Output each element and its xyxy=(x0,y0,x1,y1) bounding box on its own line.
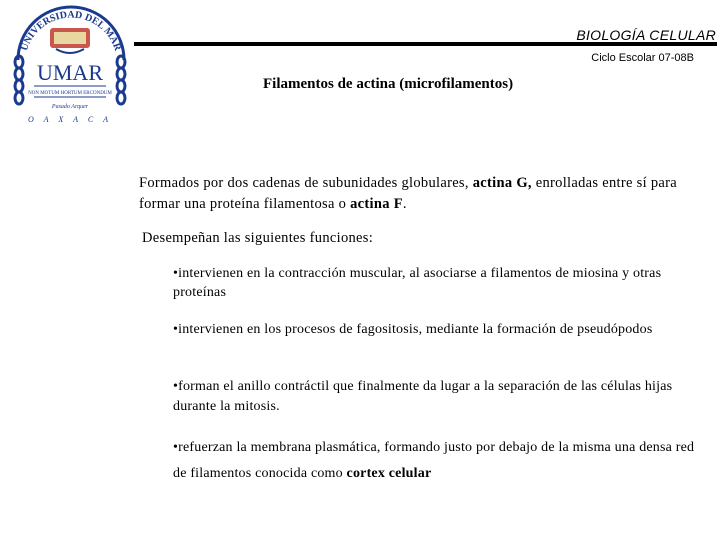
intro-bold-actina-f: actina F xyxy=(350,196,403,212)
functions-lead: Desempeñan las siguientes funciones: xyxy=(142,230,374,246)
list-item xyxy=(173,435,708,487)
intro-bold-actina-g: actina G, xyxy=(472,175,532,191)
slide-title: Filamentos de actina (microfilamentos) xyxy=(263,76,514,92)
university-seal-icon xyxy=(8,2,132,126)
list-item: •intervienen en los procesos de fagositosis, mediante la formación de pseudópodos xyxy=(173,322,653,337)
university-logo xyxy=(8,2,132,126)
logo-initials: UMAR xyxy=(36,60,104,85)
school-term: Ciclo Escolar 07-08B xyxy=(591,52,694,64)
list-item: •intervienen en la contracción muscular, al asociarse a filamentos de miosina y otras proteínas xyxy=(173,266,662,300)
logo-motto: NON MOTUM HORTUM ERCONDUM xyxy=(28,91,112,96)
intro-text-3: . xyxy=(402,196,407,212)
intro-paragraph xyxy=(139,173,709,215)
list-item-text: •refuerzan la membrana plasmática, formando justo por debajo de la misma una densa red de filamentos conocida como xyxy=(173,440,695,481)
intro-text-1: Formados por dos cadenas de subunidades globulares, xyxy=(139,175,473,191)
list-item-bold-term: cortex celular xyxy=(346,466,432,481)
logo-signature: Pasado Arquer xyxy=(51,104,89,110)
course-title: BIOLOGÍA CELULAR xyxy=(576,27,716,43)
logo-state: O A X A C A xyxy=(28,115,112,124)
intro-text-2: enrolladas entre sí para formar una proteína filamentosa o xyxy=(139,175,678,212)
logo-ring-text: UNIVERSIDAD DEL MAR xyxy=(18,9,124,53)
list-item: •forman el anillo contráctil que finalmente da lugar a la separación de las células hijas durante la mitosis. xyxy=(173,379,673,414)
